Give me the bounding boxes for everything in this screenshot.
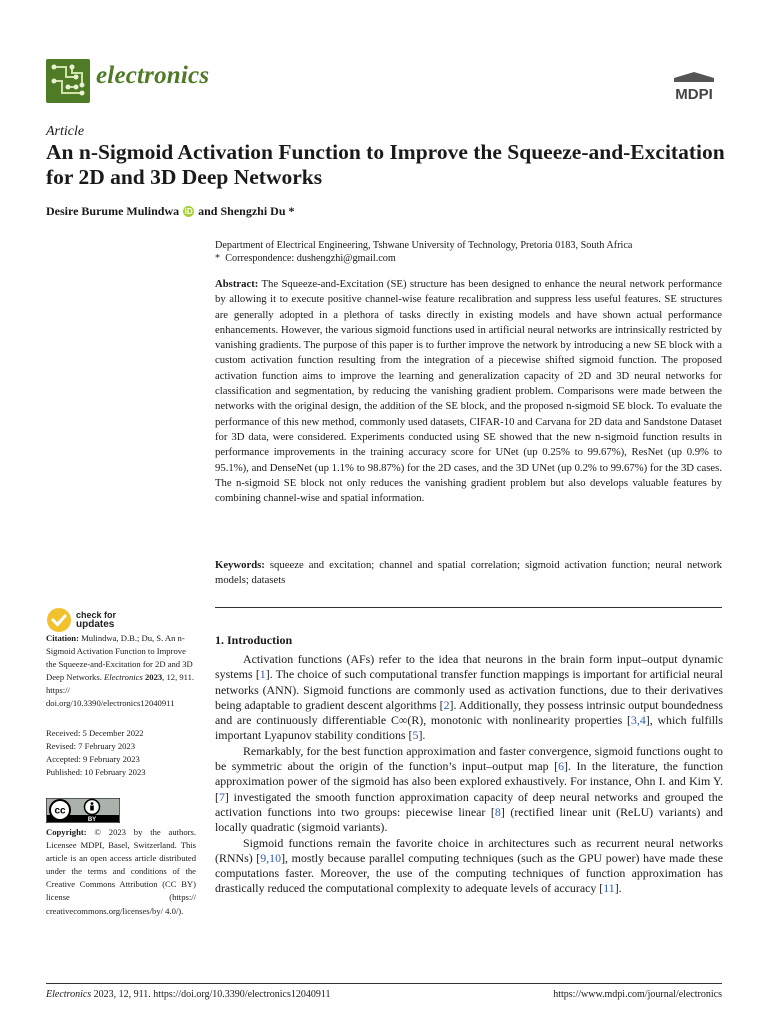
paragraph [215,744,723,836]
text-run: ], which fulfills important Lyapunov stability conditions [ [215,713,723,743]
paragraph [215,652,723,744]
author-name: Desire Burume Mulindwa [46,204,180,218]
keywords-label: Keywords: [215,559,265,571]
citation-label: Citation: [46,633,79,643]
text-run: ]. The choice of such computational transfer function mappings is important for artificial neural networks (ANN). Sigmoid functions are commonly used as activation functions, due to their derivatives being adaptable to gradient descent algorithms [ [215,667,723,712]
abstract-text: The Squeeze-and-Excitation (SE) structure has been designed to enhance the neural network performance by allowing it to execute positive channel-wise feature recalibration and suppress less useful features. SE structures are generally adopted in a plethora of tasks directly in existing models and have shown actual performance enhancements. However, the various sigmoid functions used in artificial neural networks are intrinsically restricted by vanishing gradients. The purpose of this paper is to further improve the network by introducing a new SE block with a custom activation function resulting from the integration of a piecewise shifted sigmoid function. The proposed activation function aims to improve the learning and generalization capacity of 2D and 3D neural networks for classification and segmentation, by reducing the vanishing gradient problem. Comparisons were made between the networks with the original design, the addition of the SE block, and the proposed n-sigmoid SE block. To evaluate the performance of this new method, commonly used datasets, CIFAR-10 and Carvana for 2D data and Sandstone Dataset for 3D data, were considered. Experiments conducted using SE showed that the new n-sigmoid function results in performance improvements in the training accuracy score for UNet (up 0.25% to 99.67%), ResNet (up 0.9% to 95.1%), and DenseNet (up 1.1% to 98.87%) for the 2D cases, and the 3D UNet (up 0.2% to 99.67%) for the 3D cases. The n-sigmoid SE block not only reduces the vanishing gradient problem but also develops valuable features by combining channel-wise and spatial information. [215,278,722,505]
footer-divider [46,983,722,984]
text-run: ] (rectified linear unit (ReLU) variants) and locally quadratic (sigmoid variants). [215,804,723,835]
citation-link[interactable]: 8 [494,804,501,819]
journal-name: electronics [96,62,210,89]
citation-link[interactable]: 11 [603,881,615,896]
citation-journal: Electronics [104,672,143,683]
accepted-date: Accepted: 9 February 2023 [46,754,140,765]
citation-link[interactable]: 6 [558,759,565,774]
citation-volume: , 12, 911. https:// [46,672,195,696]
text-run: Sigmoid functions remain the favorite choice in architectures such as recurrent neural networks (RNNs) [ [215,835,723,865]
orcid-icon[interactable]: iD [184,207,193,216]
paragraph [215,836,723,897]
footer-journal-url[interactable]: https://www.mdpi.com/journal/electronics [553,989,722,1000]
correspondence [215,252,725,265]
correspondence-email[interactable]: Correspondence: dushengzhi@gmail.com [225,253,396,264]
received-date: Received: 5 December 2022 [46,728,144,738]
footer-citation [46,989,331,1000]
text-run: ]. Additionally, they possess intrinsic output boundedness and are continuously differentiable C∞(R), monotonic with nonlinearity properties [ [215,697,723,728]
text-run: Activation functions (AFs) refer to the idea that neurons in the brain form input–output dynamic systems [ [215,652,723,682]
citation-link[interactable]: 7 [218,789,225,804]
text-run: Remarkably, for the best function approximation and faster convergence, sigmoid functions ought to be symmetric about the origin of the function’s input–output map [ [215,743,723,774]
check-updates-line1: check for [76,610,117,620]
copyright-label: Copyright: [46,827,87,837]
footer-citation-text[interactable]: 2023, 12, 911. https://doi.org/10.3390/electronics12040911 [91,989,331,1000]
journal-logo-icon [46,59,90,103]
citation-link[interactable]: 1 [259,667,266,682]
mdpi-logo-text: MDPI [675,86,713,103]
section-heading: 1. Introduction [215,633,293,647]
cc-by-license-icon[interactable] [46,798,120,823]
abstract-label: Abstract: [215,278,259,290]
text-run: ], mostly because parallel computing techniques (such as the GPU power) have made these computations faster. Moreover, the use of the computing techniques of function approximation has drastically reduced the computational complexity to adequate levels of accuracy [ [215,850,723,896]
published-date: Published: 10 February 2023 [46,767,146,778]
footer-journal: Electronics [46,989,92,1000]
citation-link[interactable]: 9,10 [260,850,282,865]
article-type: Article [46,124,85,139]
cc-mark: cc [54,805,66,817]
copyright-block [46,826,196,918]
affiliation-line: Department of Electrical Engineering, Tshwane University of Technology, Pretoria 0183, South Africa [215,240,633,251]
keywords [215,558,722,589]
author-list [46,204,295,219]
text-run: ]. [614,881,622,896]
correspondence-mark: * [215,253,221,264]
citation-doi-link[interactable]: doi.org/10.3390/electronics12040911 [46,698,175,709]
citation-text: Mulindwa, D.B.; Du, S. An n-Sigmoid Activation Function to Improve the Squeeze-and-Excitation for 2D and 3D Deep Networks. [46,633,193,683]
abstract [215,277,722,506]
affiliation [215,239,725,265]
text-run: ] investigated the smooth function approximation capacity of deep neural networks and grouped the activation functions into two groups: piecewise linear [ [215,789,723,819]
citation-year: 2023 [144,672,163,683]
text-run: ]. [418,728,426,743]
citation-link[interactable]: 3,4 [630,713,646,728]
revised-date: Revised: 7 February 2023 [46,741,136,752]
paper-title: An n-Sigmoid Activation Function to Improve the Squeeze-and-Excitation for 2D and 3D Deep Networks [46,140,725,189]
citation-link[interactable]: 5 [412,728,419,743]
body-text [215,652,723,897]
mdpi-logo-icon [666,70,722,104]
keywords-text: squeeze and excitation; channel and spatial correlation; sigmoid activation function; neural network models; datasets [215,559,723,587]
citation-block [46,632,196,711]
by-mark: BY [87,817,97,823]
text-run: ]. In the literature, the function approximation power of the sigmoid has also been explored exhaustively. For instance, Ohn I. and Kim Y. [ [215,759,724,804]
author-name: and Shengzhi Du * [198,204,295,218]
divider [215,607,722,608]
check-for-updates-button[interactable] [46,607,116,633]
citation-link[interactable]: 2 [443,697,450,712]
copyright-text: © 2023 by the authors. Licensee MDPI, Basel, Switzerland. This article is an open access article distributed under the terms and conditions of the Creative Commons Attribution (CC BY) license (https:// creativecommons.org/licenses/by/ 4.0/). [46,827,196,916]
check-updates-label [76,611,116,629]
check-updates-line2: updates [76,619,115,630]
publication-dates [46,727,196,779]
check-updates-icon [46,607,72,633]
